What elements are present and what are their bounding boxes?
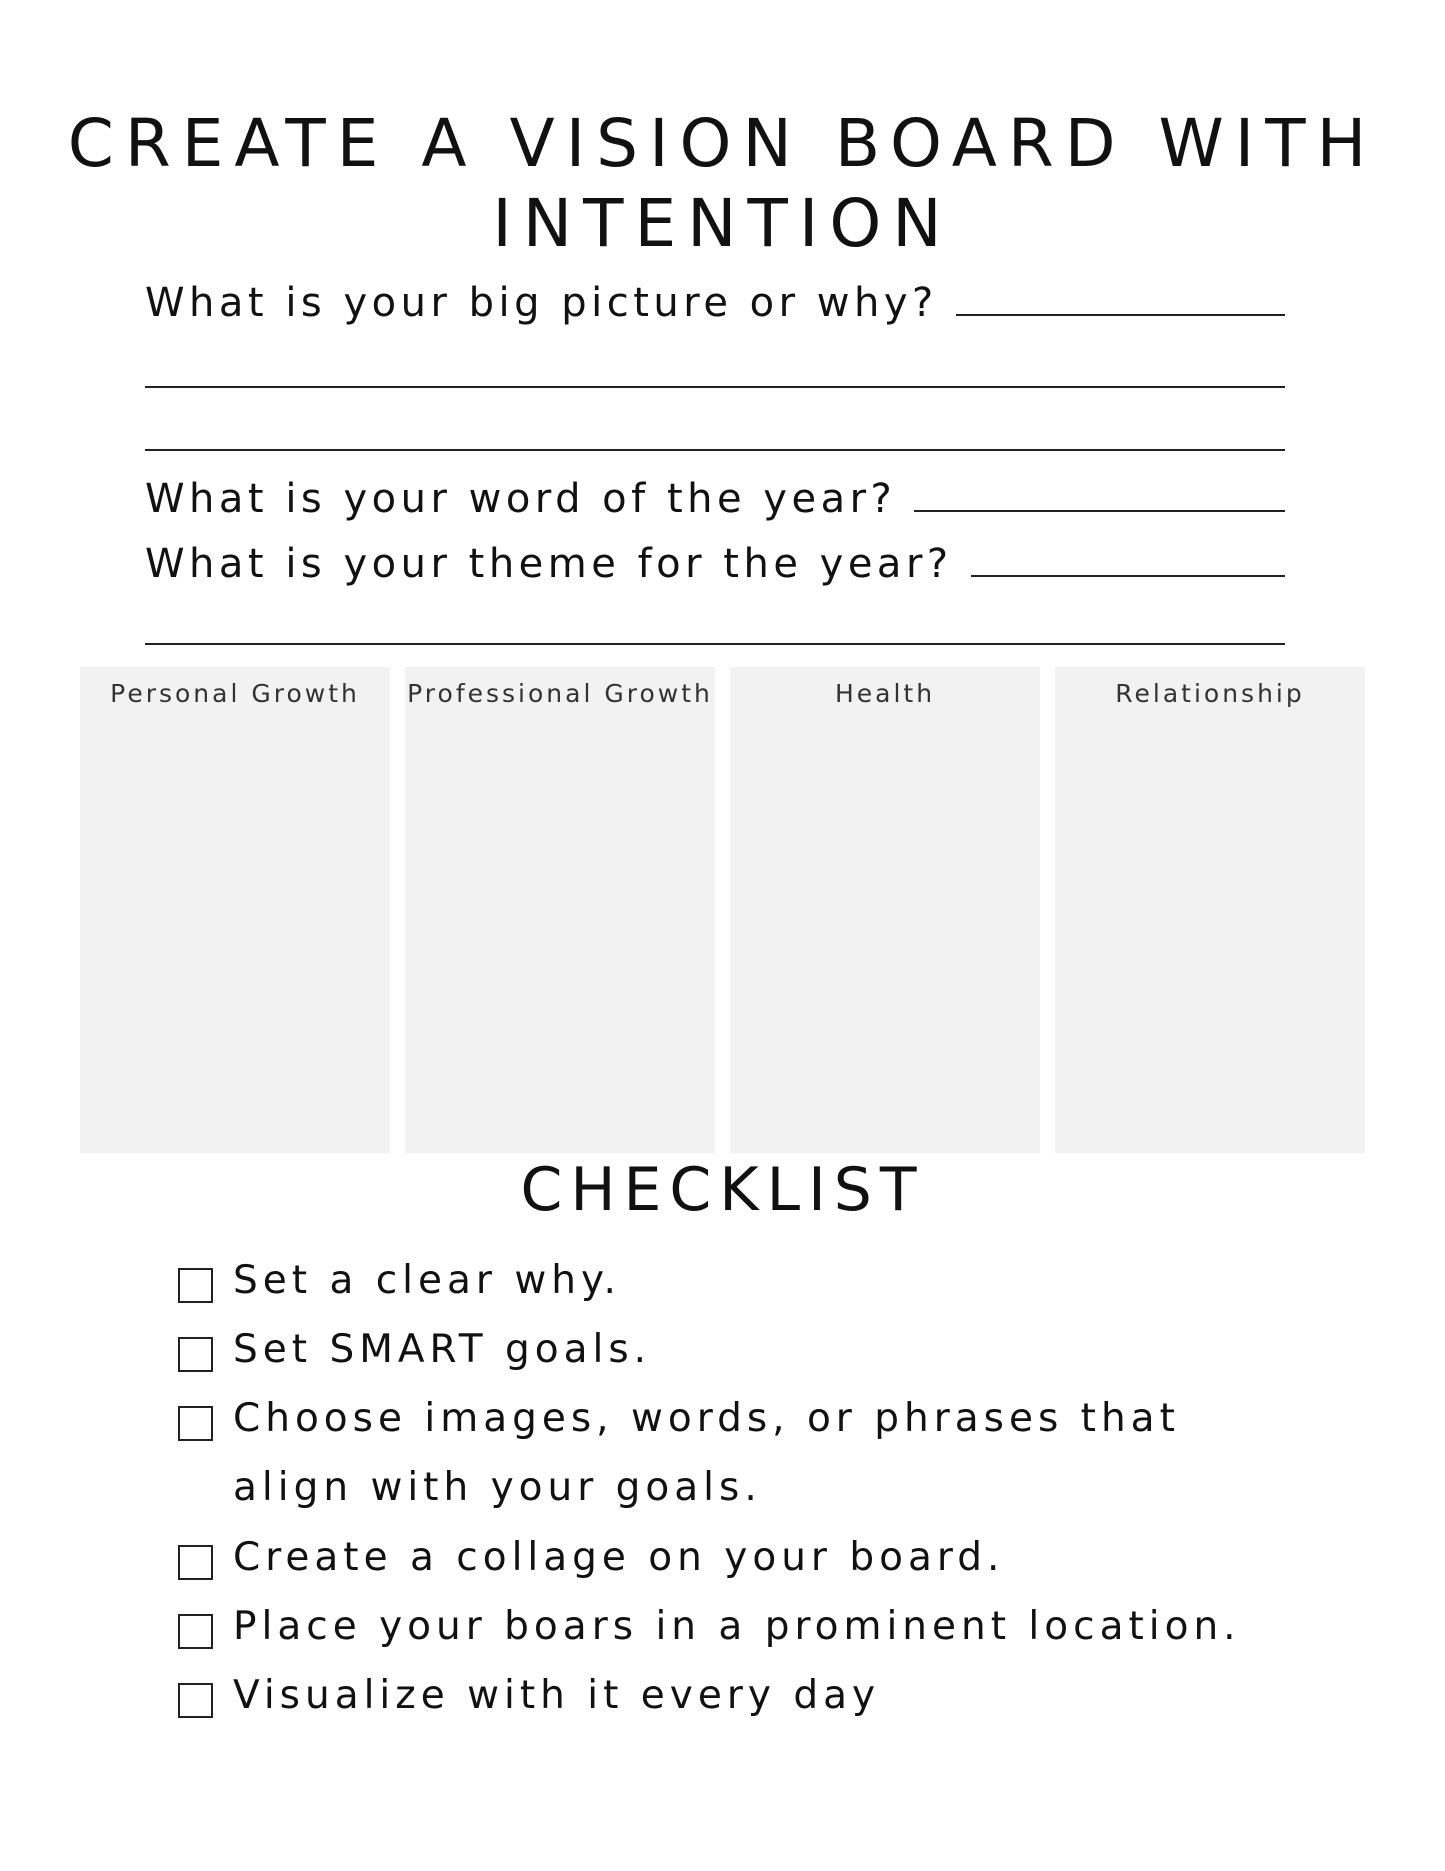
panel-personal-growth[interactable] — [80, 667, 390, 1153]
checklist-item[interactable] — [178, 1384, 1258, 1522]
checkbox[interactable] — [178, 1406, 213, 1441]
word-of-year-answer-line[interactable] — [914, 510, 1285, 512]
big-picture-question[interactable] — [145, 276, 1285, 326]
page-title-line-2: INTENTION — [492, 185, 953, 262]
checklist-item[interactable] — [178, 1523, 1278, 1592]
big-picture-label: What is your big picture or why? — [145, 280, 938, 326]
big-picture-answer-line[interactable] — [956, 314, 1285, 316]
checklist-item[interactable] — [178, 1661, 1278, 1730]
panel-health[interactable] — [730, 667, 1040, 1153]
checklist-item-label: Create a collage on your board. — [233, 1535, 1005, 1580]
panel-label: Professional Growth — [407, 679, 713, 708]
theme-question[interactable] — [145, 537, 1285, 587]
theme-answer-line[interactable] — [971, 575, 1285, 577]
theme-label: What is your theme for the year? — [145, 541, 953, 587]
checklist-item[interactable] — [178, 1315, 1278, 1384]
panel-professional-growth[interactable] — [405, 667, 715, 1153]
checklist-item-label: Visualize with it every day — [233, 1673, 881, 1718]
checklist-item-label: Choose images, words, or phrases that align with your goals. — [233, 1396, 1180, 1510]
checklist-title: CHECKLIST — [520, 1155, 925, 1225]
checkbox[interactable] — [178, 1268, 213, 1303]
checklist-item-label: Set a clear why. — [233, 1258, 621, 1303]
panel-label: Health — [834, 679, 936, 708]
checkbox[interactable] — [178, 1337, 213, 1372]
checkbox[interactable] — [178, 1683, 213, 1718]
theme-answer-line-2[interactable] — [145, 643, 1285, 645]
checklist-item[interactable] — [178, 1246, 1278, 1315]
checklist-item-label: Place your boars in a prominent location. — [233, 1604, 1241, 1649]
panel-relationship[interactable] — [1055, 667, 1365, 1153]
panel-label: Personal Growth — [110, 679, 360, 708]
checklist-item[interactable] — [178, 1592, 1278, 1661]
page-title-line-1: CREATE A VISION BOARD WITH — [67, 105, 1378, 182]
checkbox[interactable] — [178, 1614, 213, 1649]
big-picture-answer-line-3[interactable] — [145, 449, 1285, 451]
word-of-year-question[interactable] — [145, 472, 1285, 522]
checkbox[interactable] — [178, 1545, 213, 1580]
checklist-item-label: Set SMART goals. — [233, 1327, 652, 1372]
big-picture-answer-line-2[interactable] — [145, 386, 1285, 388]
panel-label: Relationship — [1115, 679, 1305, 708]
word-of-year-label: What is your word of the year? — [145, 476, 897, 522]
